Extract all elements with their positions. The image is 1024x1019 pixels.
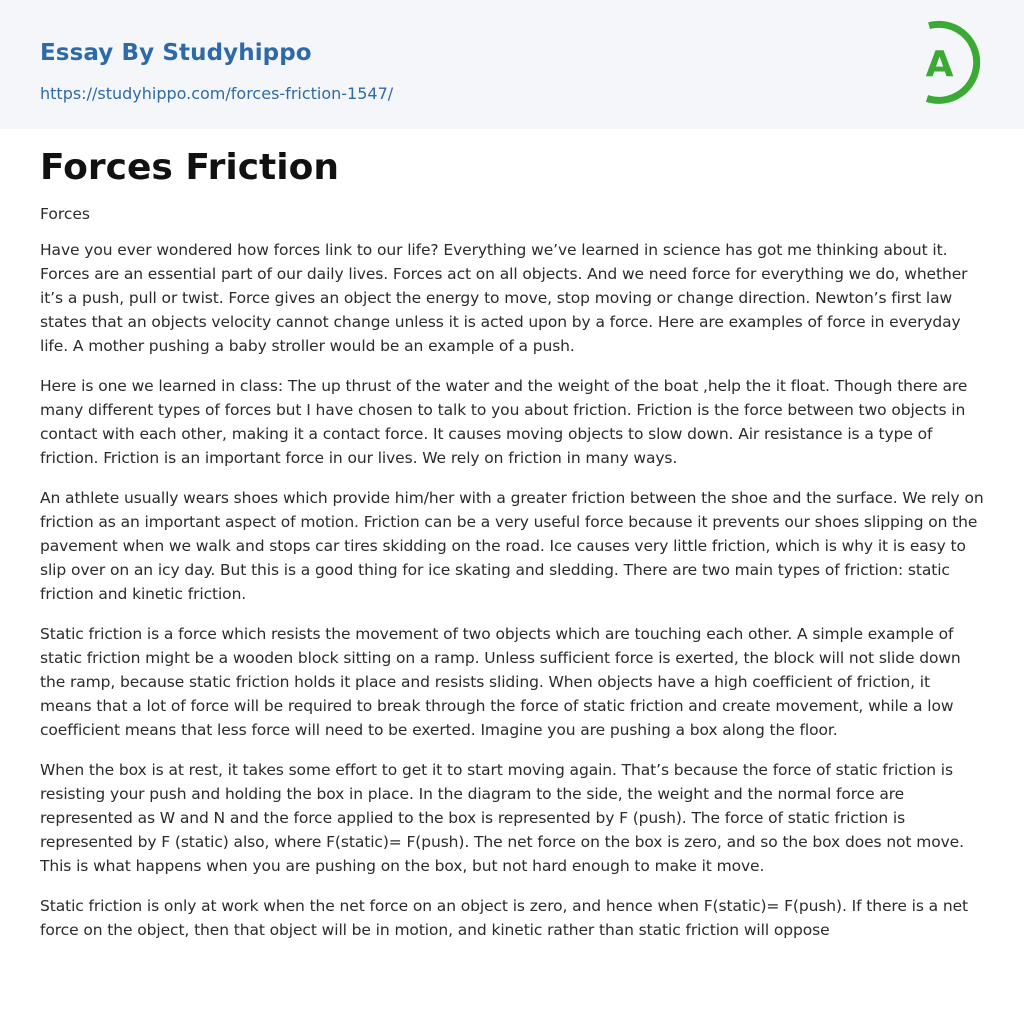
essay-paragraph: Static friction is only at work when the net force on an object is zero, and hence when F(static)= F(push). If there is a net force on the object, then that object will be in motion, and kinetic rather than static friction will oppose xyxy=(40,897,968,939)
essay-paragraph: When the box is at rest, it takes some effort to get it to start moving again. That’s because the force of static friction is resisting your push and holding the box in place. In the diagram to the side, the weight and the normal force are represented as W and N and the force applied to the box is represented by F (push). The force of static friction is represented by F (static) also, where F(static)= F(push). The net force on the box is zero, and so the box does not move. This is what happens when you are pushing on the box, but not hard enough to make it move. xyxy=(40,761,964,875)
page-title: Forces Friction xyxy=(40,147,339,188)
essay-paragraph: Static friction is a force which resists the movement of two objects which are touching each other. A simple example of static friction might be a wooden block sitting on a ramp. Unless sufficient force is exerted, the block will not slide down the ramp, because static friction holds it place and resists sliding. When objects have a high coefficient of friction, it means that a lot of force will be required to break through the force of static friction and create movement, while a low coefficient means that less force will need to be exerted. Imagine you are pushing a box along the floor. xyxy=(40,625,961,739)
essay-content xyxy=(0,129,1024,942)
essay-category: Forces xyxy=(40,205,91,223)
essay-paragraph: Have you ever wondered how forces link to our life? Everything we’ve learned in science has got me thinking about it. Forces are an essential part of our daily lives. Forces act on all objects. And we need force for everything we do, whether it’s a push, pull or twist. Force gives an object the energy to move, stop moving or change direction. Newton’s first law states that an objects velocity cannot change unless it is acted upon by a force. Here are examples of force in everyday life. A mother pushing a baby stroller would be an example of a push. xyxy=(40,241,968,355)
essay-paragraph: Here is one we learned in class: The up thrust of the water and the weight of the boat ,help the it float. Though there are many different types of forces but I have chosen to talk to you about friction. Friction is the force between two objects in contact with each other, making it a contact force. It causes moving objects to slow down. Air resistance is a type of friction. Friction is an important force in our lives. We rely on friction in many ways. xyxy=(40,377,968,467)
studyhippo-logo-icon[interactable] xyxy=(912,19,986,105)
site-header xyxy=(0,0,1024,129)
svg-text:A: A xyxy=(925,44,954,85)
site-brand[interactable]: Essay By Studyhippo xyxy=(40,40,312,66)
essay-paragraph: An athlete usually wears shoes which provide him/her with a greater friction between the shoe and the surface. We rely on friction as an important aspect of motion. Friction can be a very useful force because it prevents our shoes slipping on the pavement when we walk and stops car tires skidding on the road. Ice causes very little friction, which is why it is easy to slip over on an icy day. But this is a good thing for ice skating and sledding. There are two main types of friction: static friction and kinetic friction. xyxy=(40,489,984,603)
essay-url-link[interactable]: https://studyhippo.com/forces-friction-1547/ xyxy=(40,84,394,103)
